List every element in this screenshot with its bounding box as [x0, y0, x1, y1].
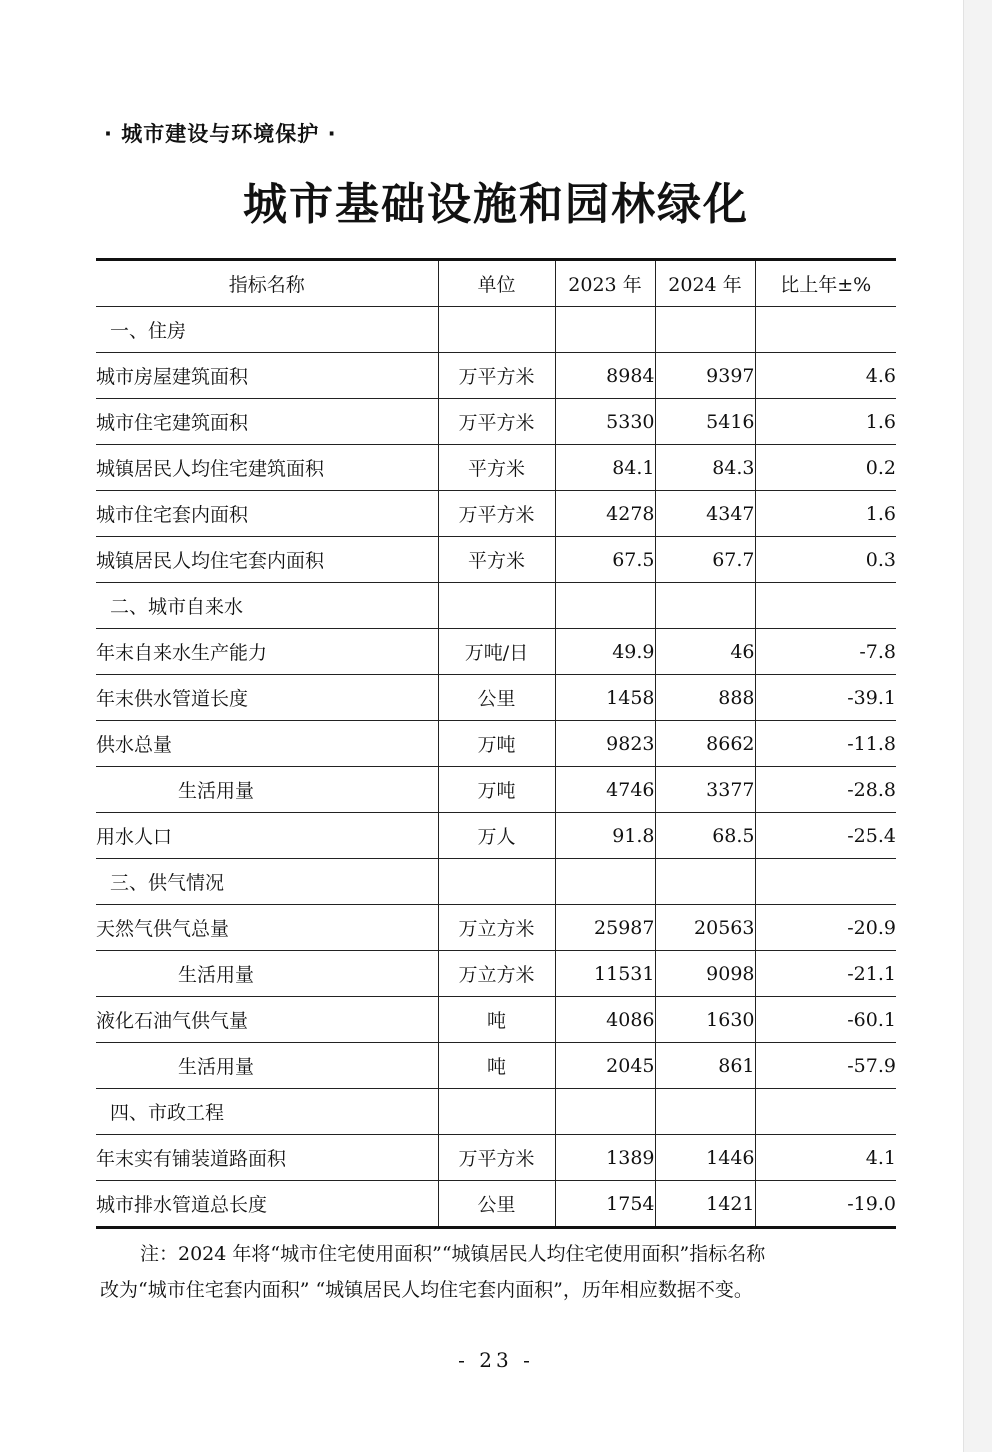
cell-change: -19.0: [755, 1181, 896, 1228]
cell-indicator-name: 年末供水管道长度: [96, 675, 438, 721]
header-unit: 单位: [438, 260, 555, 307]
table-section-row: [96, 583, 896, 629]
cell-change: -7.8: [755, 629, 896, 675]
table-row: [96, 1043, 896, 1089]
table-section-row: [96, 1089, 896, 1135]
cell-2024: 5416: [655, 399, 755, 445]
table-row: [96, 399, 896, 445]
cell-change: 0.3: [755, 537, 896, 583]
cell-2023: 4746: [555, 767, 655, 813]
cell-indicator-name: 用水人口: [96, 813, 438, 859]
cell-unit: [438, 583, 555, 629]
cell-2024: 1630: [655, 997, 755, 1043]
table-section-row: [96, 307, 896, 353]
cell-2024: 84.3: [655, 445, 755, 491]
cell-unit: 公里: [438, 675, 555, 721]
cell-change: 0.2: [755, 445, 896, 491]
cell-2024: [655, 859, 755, 905]
cell-2024: 4347: [655, 491, 755, 537]
cell-2024: [655, 583, 755, 629]
cell-2023: [555, 1089, 655, 1135]
cell-change: 1.6: [755, 491, 896, 537]
cell-2023: 1458: [555, 675, 655, 721]
cell-change: -57.9: [755, 1043, 896, 1089]
cell-change: 4.1: [755, 1135, 896, 1181]
cell-2024: 68.5: [655, 813, 755, 859]
cell-indicator-name: 供水总量: [96, 721, 438, 767]
table-row: [96, 629, 896, 675]
header-2024: 2024 年: [655, 260, 755, 307]
cell-2024: 1421: [655, 1181, 755, 1228]
table-row: [96, 675, 896, 721]
cell-change: -39.1: [755, 675, 896, 721]
cell-2023: 5330: [555, 399, 655, 445]
cell-unit: 万吨/日: [438, 629, 555, 675]
cell-unit: 平方米: [438, 537, 555, 583]
cell-indicator-name: 四、市政工程: [96, 1089, 438, 1135]
table-section-row: [96, 859, 896, 905]
cell-2024: 46: [655, 629, 755, 675]
table-header-row: [96, 260, 896, 307]
cell-change: 4.6: [755, 353, 896, 399]
cell-indicator-name: 生活用量: [96, 951, 438, 997]
cell-2023: 1754: [555, 1181, 655, 1228]
cell-2024: 20563: [655, 905, 755, 951]
table-row: [96, 997, 896, 1043]
cell-indicator-name: 一、住房: [96, 307, 438, 353]
page-number: - 23 -: [458, 1348, 534, 1372]
cell-unit: 万平方米: [438, 353, 555, 399]
cell-2024: 1446: [655, 1135, 755, 1181]
table-row: [96, 353, 896, 399]
cell-indicator-name: 城市住宅建筑面积: [96, 399, 438, 445]
cell-indicator-name: 二、城市自来水: [96, 583, 438, 629]
cell-indicator-name: 生活用量: [96, 1043, 438, 1089]
cell-2024: 9098: [655, 951, 755, 997]
cell-indicator-name: 城镇居民人均住宅套内面积: [96, 537, 438, 583]
cell-indicator-name: 液化石油气供气量: [96, 997, 438, 1043]
cell-unit: 万吨: [438, 721, 555, 767]
cell-2024: 8662: [655, 721, 755, 767]
table-row: [96, 813, 896, 859]
table-row: [96, 1181, 896, 1228]
cell-2023: 11531: [555, 951, 655, 997]
cell-indicator-name: 城市房屋建筑面积: [96, 353, 438, 399]
cell-2023: 9823: [555, 721, 655, 767]
cell-unit: 万平方米: [438, 1135, 555, 1181]
cell-2024: 3377: [655, 767, 755, 813]
cell-change: -20.9: [755, 905, 896, 951]
cell-2023: 67.5: [555, 537, 655, 583]
cell-2023: [555, 583, 655, 629]
cell-2023: 2045: [555, 1043, 655, 1089]
cell-unit: [438, 307, 555, 353]
cell-unit: 公里: [438, 1181, 555, 1228]
cell-change: [755, 307, 896, 353]
cell-2023: 49.9: [555, 629, 655, 675]
cell-indicator-name: 城镇居民人均住宅建筑面积: [96, 445, 438, 491]
cell-change: [755, 859, 896, 905]
cell-indicator-name: 生活用量: [96, 767, 438, 813]
cell-indicator-name: 城市排水管道总长度: [96, 1181, 438, 1228]
cell-2023: [555, 859, 655, 905]
table-row: [96, 537, 896, 583]
cell-change: -60.1: [755, 997, 896, 1043]
header-change: 比上年±%: [755, 260, 896, 307]
cell-unit: 万平方米: [438, 399, 555, 445]
cell-unit: 万平方米: [438, 491, 555, 537]
cell-indicator-name: 三、供气情况: [96, 859, 438, 905]
table-row: [96, 445, 896, 491]
cell-unit: 万吨: [438, 767, 555, 813]
cell-2024: 861: [655, 1043, 755, 1089]
cell-change: [755, 1089, 896, 1135]
cell-change: -25.4: [755, 813, 896, 859]
cell-2023: 4086: [555, 997, 655, 1043]
note-line-2: 改为“城市住宅套内面积” “城镇居民人均住宅套内面积”，历年相应数据不变。: [100, 1279, 753, 1301]
section-header: · 城市建设与环境保护 ·: [104, 122, 337, 146]
header-indicator: 指标名称: [96, 260, 438, 307]
cell-indicator-name: 年末自来水生产能力: [96, 629, 438, 675]
cell-2023: 84.1: [555, 445, 655, 491]
cell-2024: 888: [655, 675, 755, 721]
table-body: [96, 307, 896, 1228]
cell-change: -11.8: [755, 721, 896, 767]
cell-change: -28.8: [755, 767, 896, 813]
header-2023: 2023 年: [555, 260, 655, 307]
table-row: [96, 951, 896, 997]
cell-2023: 25987: [555, 905, 655, 951]
cell-2024: [655, 307, 755, 353]
cell-2023: 4278: [555, 491, 655, 537]
page-title: 城市基础设施和园林绿化: [243, 179, 749, 230]
table-row: [96, 491, 896, 537]
cell-unit: 吨: [438, 997, 555, 1043]
table-row: [96, 767, 896, 813]
cell-unit: 万立方米: [438, 905, 555, 951]
cell-unit: 平方米: [438, 445, 555, 491]
cell-change: [755, 583, 896, 629]
cell-2023: [555, 307, 655, 353]
cell-unit: 万人: [438, 813, 555, 859]
cell-2023: 91.8: [555, 813, 655, 859]
table-row: [96, 905, 896, 951]
note-line-1: 注：2024 年将“城市住宅使用面积”“城镇居民人均住宅使用面积”指标名称: [140, 1243, 766, 1265]
cell-2023: 8984: [555, 353, 655, 399]
cell-2024: 67.7: [655, 537, 755, 583]
cell-unit: 吨: [438, 1043, 555, 1089]
table-note: [100, 1236, 900, 1308]
table-row: [96, 721, 896, 767]
cell-unit: [438, 1089, 555, 1135]
cell-indicator-name: 城市住宅套内面积: [96, 491, 438, 537]
cell-indicator-name: 年末实有铺装道路面积: [96, 1135, 438, 1181]
cell-2023: 1389: [555, 1135, 655, 1181]
cell-indicator-name: 天然气供气总量: [96, 905, 438, 951]
cell-2024: 9397: [655, 353, 755, 399]
cell-change: -21.1: [755, 951, 896, 997]
cell-change: 1.6: [755, 399, 896, 445]
cell-unit: 万立方米: [438, 951, 555, 997]
cell-2024: [655, 1089, 755, 1135]
table-row: [96, 1135, 896, 1181]
cell-unit: [438, 859, 555, 905]
statistics-table: [96, 258, 896, 1229]
